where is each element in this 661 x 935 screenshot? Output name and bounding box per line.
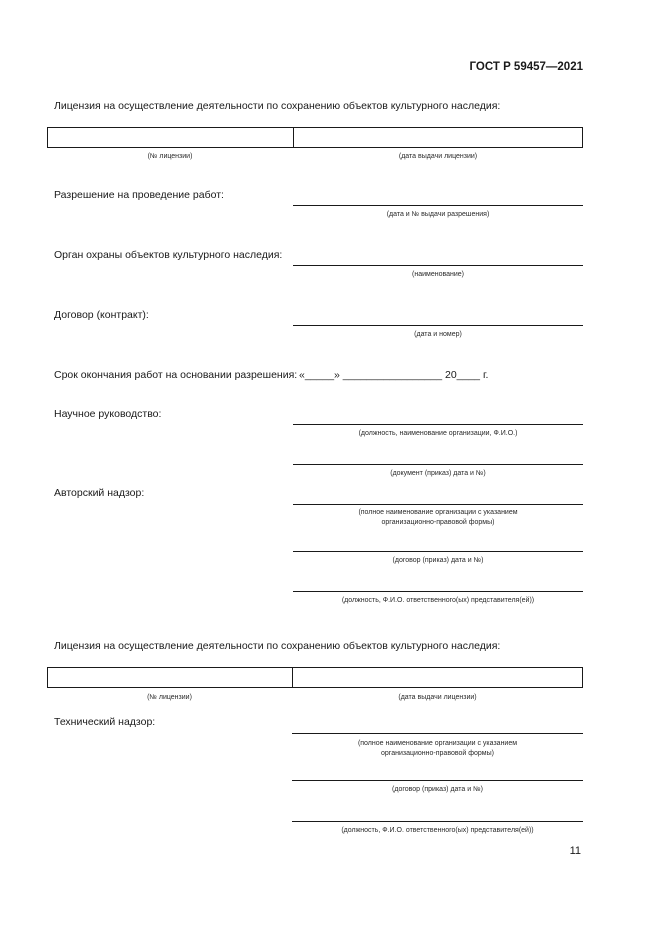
license-date-caption-2: (дата выдачи лицензии) xyxy=(398,694,477,701)
scientific-caption-2: (документ (приказ) дата и №) xyxy=(390,470,486,477)
standard-number: ГОСТ Р 59457—2021 xyxy=(469,61,583,73)
authority-caption: (наименование) xyxy=(412,271,464,278)
license-date-caption: (дата выдачи лицензии) xyxy=(398,153,478,160)
author-field-2[interactable] xyxy=(293,551,583,552)
author-caption-1b: организационно-правовой формы) xyxy=(381,519,495,526)
authority-field[interactable] xyxy=(293,265,583,266)
license-date-field[interactable] xyxy=(294,128,582,147)
technical-label: Технический надзор: xyxy=(54,716,156,728)
technical-caption-3: (должность, Ф.И.О. ответственного(ых) представителя(ей)) xyxy=(341,827,534,834)
license-table-2 xyxy=(47,667,583,688)
author-field-3[interactable] xyxy=(293,591,583,592)
authority-label: Орган охраны объектов культурного наследия: xyxy=(54,249,283,261)
license-title-2: Лицензия на осуществление деятельности по сохранению объектов культурного наследия: xyxy=(54,640,501,652)
page-number: 11 xyxy=(569,845,581,857)
license-number-field[interactable] xyxy=(48,128,294,147)
author-caption-2: (договор (приказ) дата и №) xyxy=(392,557,484,564)
scientific-caption-1: (должность, наименование организации, Ф.И.О.) xyxy=(358,430,518,437)
license-date-field-2[interactable] xyxy=(293,668,582,687)
author-field-1[interactable] xyxy=(293,504,583,505)
technical-field-2[interactable] xyxy=(292,780,583,781)
license-number-caption: (№ лицензии) xyxy=(147,153,193,160)
technical-caption-2: (договор (приказ) дата и №) xyxy=(392,786,483,793)
permit-label: Разрешение на проведение работ: xyxy=(54,189,224,201)
scientific-field-2[interactable] xyxy=(293,464,583,465)
technical-caption-1a: (полное наименование организации с указанием xyxy=(357,740,518,747)
license-title: Лицензия на осуществление деятельности по сохранению объектов культурного наследия: xyxy=(54,100,501,112)
technical-field-1[interactable] xyxy=(292,733,583,734)
author-label: Авторский надзор: xyxy=(54,487,145,499)
technical-field-3[interactable] xyxy=(292,821,583,822)
deadline-label: Срок окончания работ на основании разрешения: xyxy=(54,369,298,381)
deadline-field[interactable]: «_____» _________________ 20____ г. xyxy=(299,369,489,381)
license-table xyxy=(47,127,583,148)
technical-caption-1b: организационно-правовой формы) xyxy=(381,750,494,757)
author-caption-1a: (полное наименование организации с указанием xyxy=(358,509,518,516)
license-number-field-2[interactable] xyxy=(48,668,293,687)
author-caption-3: (должность, Ф.И.О. ответственного(ых) представителя(ей)) xyxy=(341,597,535,604)
contract-caption: (дата и номер) xyxy=(414,331,462,338)
license-number-caption-2: (№ лицензии) xyxy=(147,694,192,701)
scientific-field-1[interactable] xyxy=(293,424,583,425)
contract-field[interactable] xyxy=(293,325,583,326)
permit-caption: (дата и № выдачи разрешения) xyxy=(386,211,490,218)
scientific-label: Научное руководство: xyxy=(54,408,162,420)
permit-field[interactable] xyxy=(293,205,583,206)
contract-label: Договор (контракт): xyxy=(54,309,149,321)
